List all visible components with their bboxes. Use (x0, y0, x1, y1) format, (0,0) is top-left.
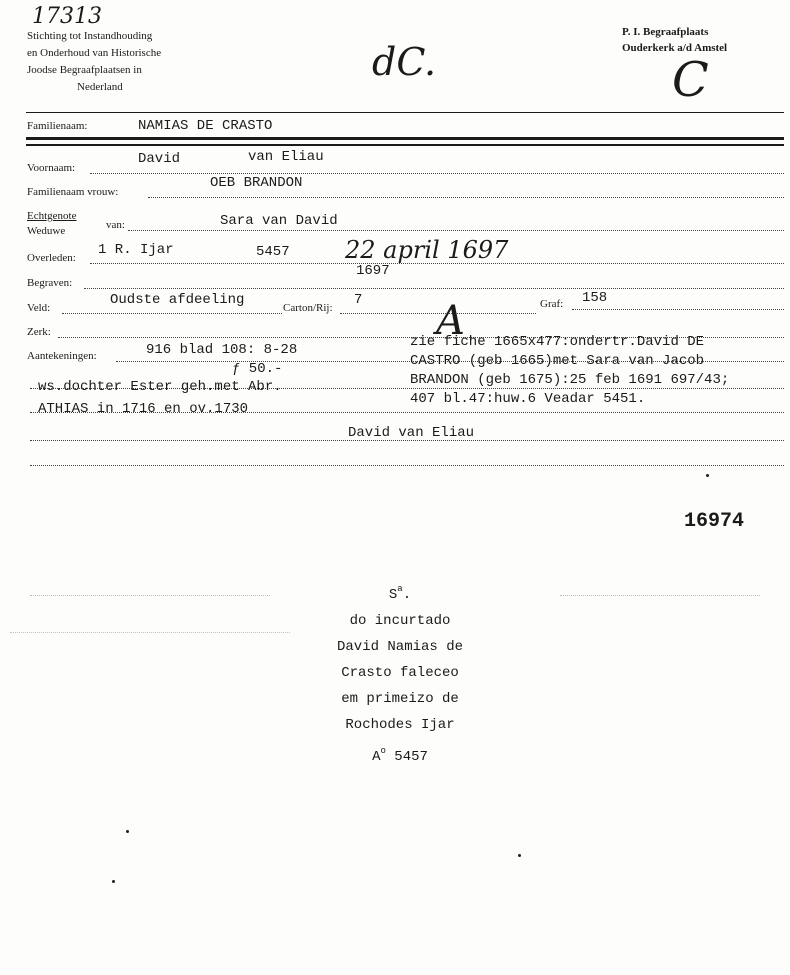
carton-label: Carton/Rij: (283, 302, 333, 314)
thick-rule-2 (26, 144, 784, 146)
carton-value: 7 (354, 292, 363, 308)
right-notes-block (410, 333, 729, 409)
zerk-label: Zerk: (27, 326, 51, 338)
speck (126, 830, 129, 833)
faint-line-left (30, 595, 270, 596)
inscription-year: 5457 (394, 749, 428, 765)
reference-number: 17313 (32, 4, 102, 29)
van-value: Sara van David (220, 213, 338, 229)
veld-label: Veld: (27, 302, 51, 314)
aantekeningen-line-1: 916 blad 108: 8-28 (146, 342, 298, 358)
veld-value: Oudste afdeeling (110, 292, 245, 308)
inscription-block (260, 576, 540, 770)
org-line-3: Joodse Begraafplaatsen in (27, 64, 142, 76)
inscription-line-4: Crasto faleceo (341, 665, 459, 681)
van-label: van: (106, 219, 125, 231)
weduwe-label: Weduwe (27, 225, 66, 237)
faint-line-right (560, 595, 760, 596)
aantekeningen-label: Aantekeningen: (27, 350, 97, 362)
familienaam-label: Familienaam: (27, 120, 88, 132)
right-note-line-1: zie fiche 1665x477:ondertr.David DE (410, 334, 705, 350)
inscription-line-2: do incurtado (349, 613, 451, 629)
org-line-2: en Onderhoud van Historische (27, 47, 162, 59)
speck (706, 474, 709, 477)
faint-line-left-2 (10, 632, 290, 633)
overleden-handwritten-date: 22 april 1697 (345, 236, 509, 264)
overleden-value-2: 5457 (256, 244, 290, 260)
inscription-line-5: em primeizo de (341, 691, 459, 707)
inscription-line-6: Rochodes Ijar (345, 717, 455, 733)
voornaam-value-1: David (138, 151, 181, 167)
aantekeningen-line-4: ATHIAS in 1716 en ov.1730 (38, 401, 249, 417)
overleden-year: 1697 (356, 263, 390, 279)
voornaam-label: Voornaam: (27, 162, 76, 174)
organization-block (27, 28, 161, 96)
handwritten-mark-center: dC. (372, 40, 437, 84)
overleden-label: Overleden: (27, 252, 76, 264)
place-line-2: Ouderkerk a/d Amstel (622, 42, 728, 54)
handwritten-letter-a: A (436, 298, 465, 344)
handwritten-mark-right: C (672, 52, 709, 108)
thick-rule-1 (26, 137, 784, 140)
speck (112, 880, 115, 883)
signature-line: David van Eliau (348, 425, 475, 441)
graf-value: 158 (582, 290, 608, 306)
speck (518, 854, 521, 857)
familienaam-value: NAMIAS DE CRASTO (138, 118, 273, 134)
top-rule (26, 112, 784, 113)
inscription-number: 16974 (684, 510, 745, 533)
org-line-1: Stichting tot Instandhouding (27, 30, 153, 42)
familienaam-vrouw-label: Familienaam vrouw: (27, 186, 119, 198)
echtgenote-label: Echtgenote (27, 210, 77, 222)
right-note-line-4: 407 bl.47:huw.6 Veadar 5451. (410, 391, 646, 407)
aantekeningen-line-2: ƒ 50.- (232, 361, 283, 377)
graf-label: Graf: (540, 298, 564, 310)
aantekeningen-line-3: ws.dochter Ester geh.met Abr. (38, 379, 282, 395)
begraven-label: Begraven: (27, 277, 73, 289)
inscription-year-line: $A^o$ 5457 (372, 746, 428, 765)
overleden-value-1: 1 R. Ijar (98, 242, 174, 258)
inscription-year-sup: o (380, 746, 386, 756)
right-note-line-3: BRANDON (geb 1675):25 feb 1691 697/43; (410, 372, 730, 388)
voornaam-value-2: van Eliau (248, 149, 324, 165)
right-note-line-2: CASTRO (geb 1665)met Sara van Jacob (410, 353, 705, 369)
org-line-4: Nederland (77, 81, 123, 93)
inscription-line-3: David Namias de (336, 639, 464, 655)
inscription-s-sup: a (397, 584, 403, 594)
inscription-line-s: $S^a$. (388, 584, 412, 603)
place-line-1: P. I. Begraafplaats (622, 26, 709, 38)
familienaam-vrouw-value: OEB BRANDON (210, 175, 303, 191)
